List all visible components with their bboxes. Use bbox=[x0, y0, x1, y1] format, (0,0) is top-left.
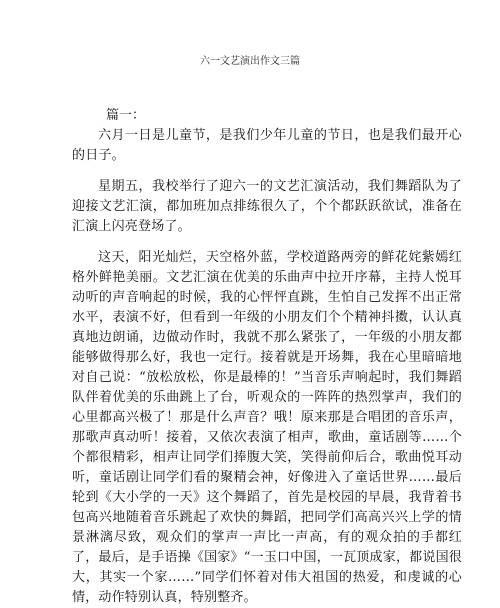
document-body bbox=[72, 126, 462, 608]
section-label: 篇一： bbox=[106, 108, 146, 123]
document-header: 六一文艺演出作文三篇 bbox=[200, 56, 300, 67]
paragraph-2: 星期五，我校举行了迎六一的文艺汇演活动，我们舞蹈队为了迎接文艺汇演，都加班加点排练很久了，个个都跃跃欲试，准备在汇演上闪亮登场了。 bbox=[72, 179, 462, 234]
paragraph-3: 这天，阳光灿烂，天空格外蓝，学校道路两旁的鲜花姹紫嫣红格外鲜艳美丽。文艺汇演在优美的乐曲声中拉开序幕，主持人悦耳动听的声音响起的时候，我的心怦怦直跳，生怕自己发挥不出正常水平，表演不好，但看到一年级的小朋友们个个精神抖擞，认认真真地边朗诵，边做动作时，我就不那么紧张了，一年级的小朋友都能够做得那么好，我也一定行。接着就是开场舞，我在心里暗暗地对自己说：“放松放松，你是最棒的！”当音乐声响起时，我们舞蹈队伴着优美的乐曲跳上了台，听观众的一阵阵的热烈掌声，我们的心里都高兴极了！那是什么声音？哦！原来那是合唱团的音乐声，那歌声真动听！接着，又依次表演了相声，歌曲，童话剧等……个个都很精彩，相声让同学们捧腹大笑，笑得前仰后合，歌曲悦耳动听，童话剧让同学们看的聚精会神，好像进入了童话世界……最后轮到《大小学的一天》这个舞蹈了，首先是校园的早晨，我背着书包高兴地随着音乐跳起了欢快的舞蹈，把同学们高高兴兴上学的情景淋漓尽致，观众们的掌声一声比一声高，有的观众拍的手都红了，最后，是手语操《国家》“一玉口中国，一瓦顶成家，都说国很大，其实一个家……”同学们怀着对伟大祖国的热爱，和虔诚的心情，动作特别认真，特别整齐。 bbox=[72, 250, 462, 605]
paragraph-1: 六月一日是儿童节，是我们少年儿童的节日，也是我们最开心的日子。 bbox=[72, 128, 462, 163]
